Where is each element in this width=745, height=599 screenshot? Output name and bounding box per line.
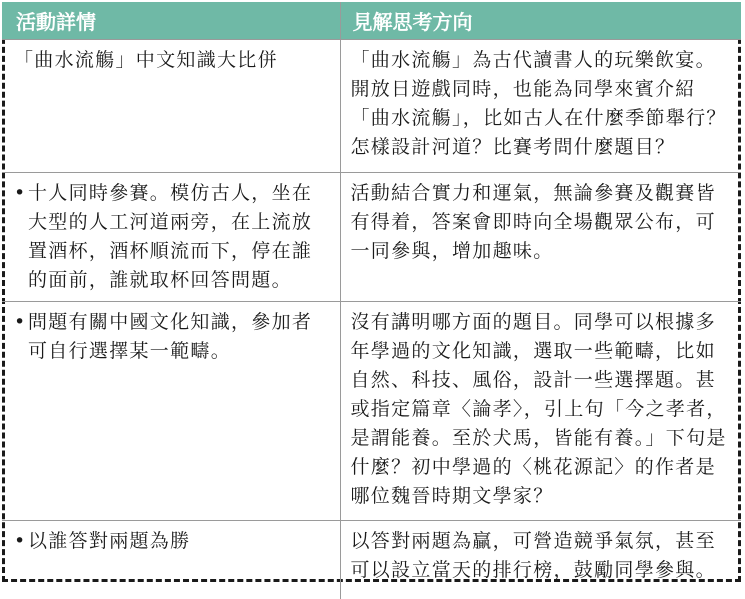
activity-cell (2, 40, 340, 173)
view-cell: 「曲水流觴」為古代讀書人的玩樂飲宴。開放日遊戲同時，也能為同學來賓介紹「曲水流觴」，比如古人在什麼季節舉行？怎樣設計河道？比賽考問什麼題目？ (340, 40, 741, 173)
view-cell: 以答對兩題為贏，可營造競爭氣氛，甚至可以設立當天的排行榜，鼓勵同學參與。 (340, 521, 741, 599)
header-activity-details: 活動詳情 (2, 2, 340, 40)
view-cell: 活動結合實力和運氣，無論參賽及觀賽皆有得着，答案會即時向全場觀眾公布，可一同參與，增加趣味。 (340, 173, 741, 302)
table-row (2, 40, 741, 173)
row-text: 「曲水流觴」中文知識大比併 (14, 46, 278, 75)
table-row (2, 302, 741, 521)
header-thinking-direction: 見解思考方向 (340, 2, 741, 40)
table-row (2, 521, 741, 599)
row-text: 十人同時參賽。模仿古人，坐在大型的人工河道兩旁，在上流放置酒杯，酒杯順流而下，停在誰的面前，誰就取杯回答問題。 (28, 179, 330, 295)
activity-cell (2, 302, 340, 521)
bullet-dot: • (14, 527, 28, 556)
view-cell: 沒有講明哪方面的題目。同學可以根據多年學過的文化知識，選取一些範疇，比如自然、科技、風俗，設計一些選擇題。甚或指定篇章〈論孝〉，引上句「今之孝者，是謂能養。至於犬馬，皆能有養。」下句是什麼？初中學過的〈桃花源記〉的作者是哪位魏晉時期文學家？ (340, 302, 741, 521)
activity-cell (2, 521, 340, 599)
bullet-dot: • (14, 308, 28, 366)
activity-table (2, 2, 741, 599)
header-row (2, 2, 741, 40)
bullet-dot: • (14, 179, 28, 295)
activity-cell (2, 173, 340, 302)
table-row (2, 173, 741, 302)
row-text: 以誰答對兩題為勝 (28, 527, 190, 556)
row-text: 問題有關中國文化知識，參加者可自行選擇某一範疇。 (28, 308, 330, 366)
